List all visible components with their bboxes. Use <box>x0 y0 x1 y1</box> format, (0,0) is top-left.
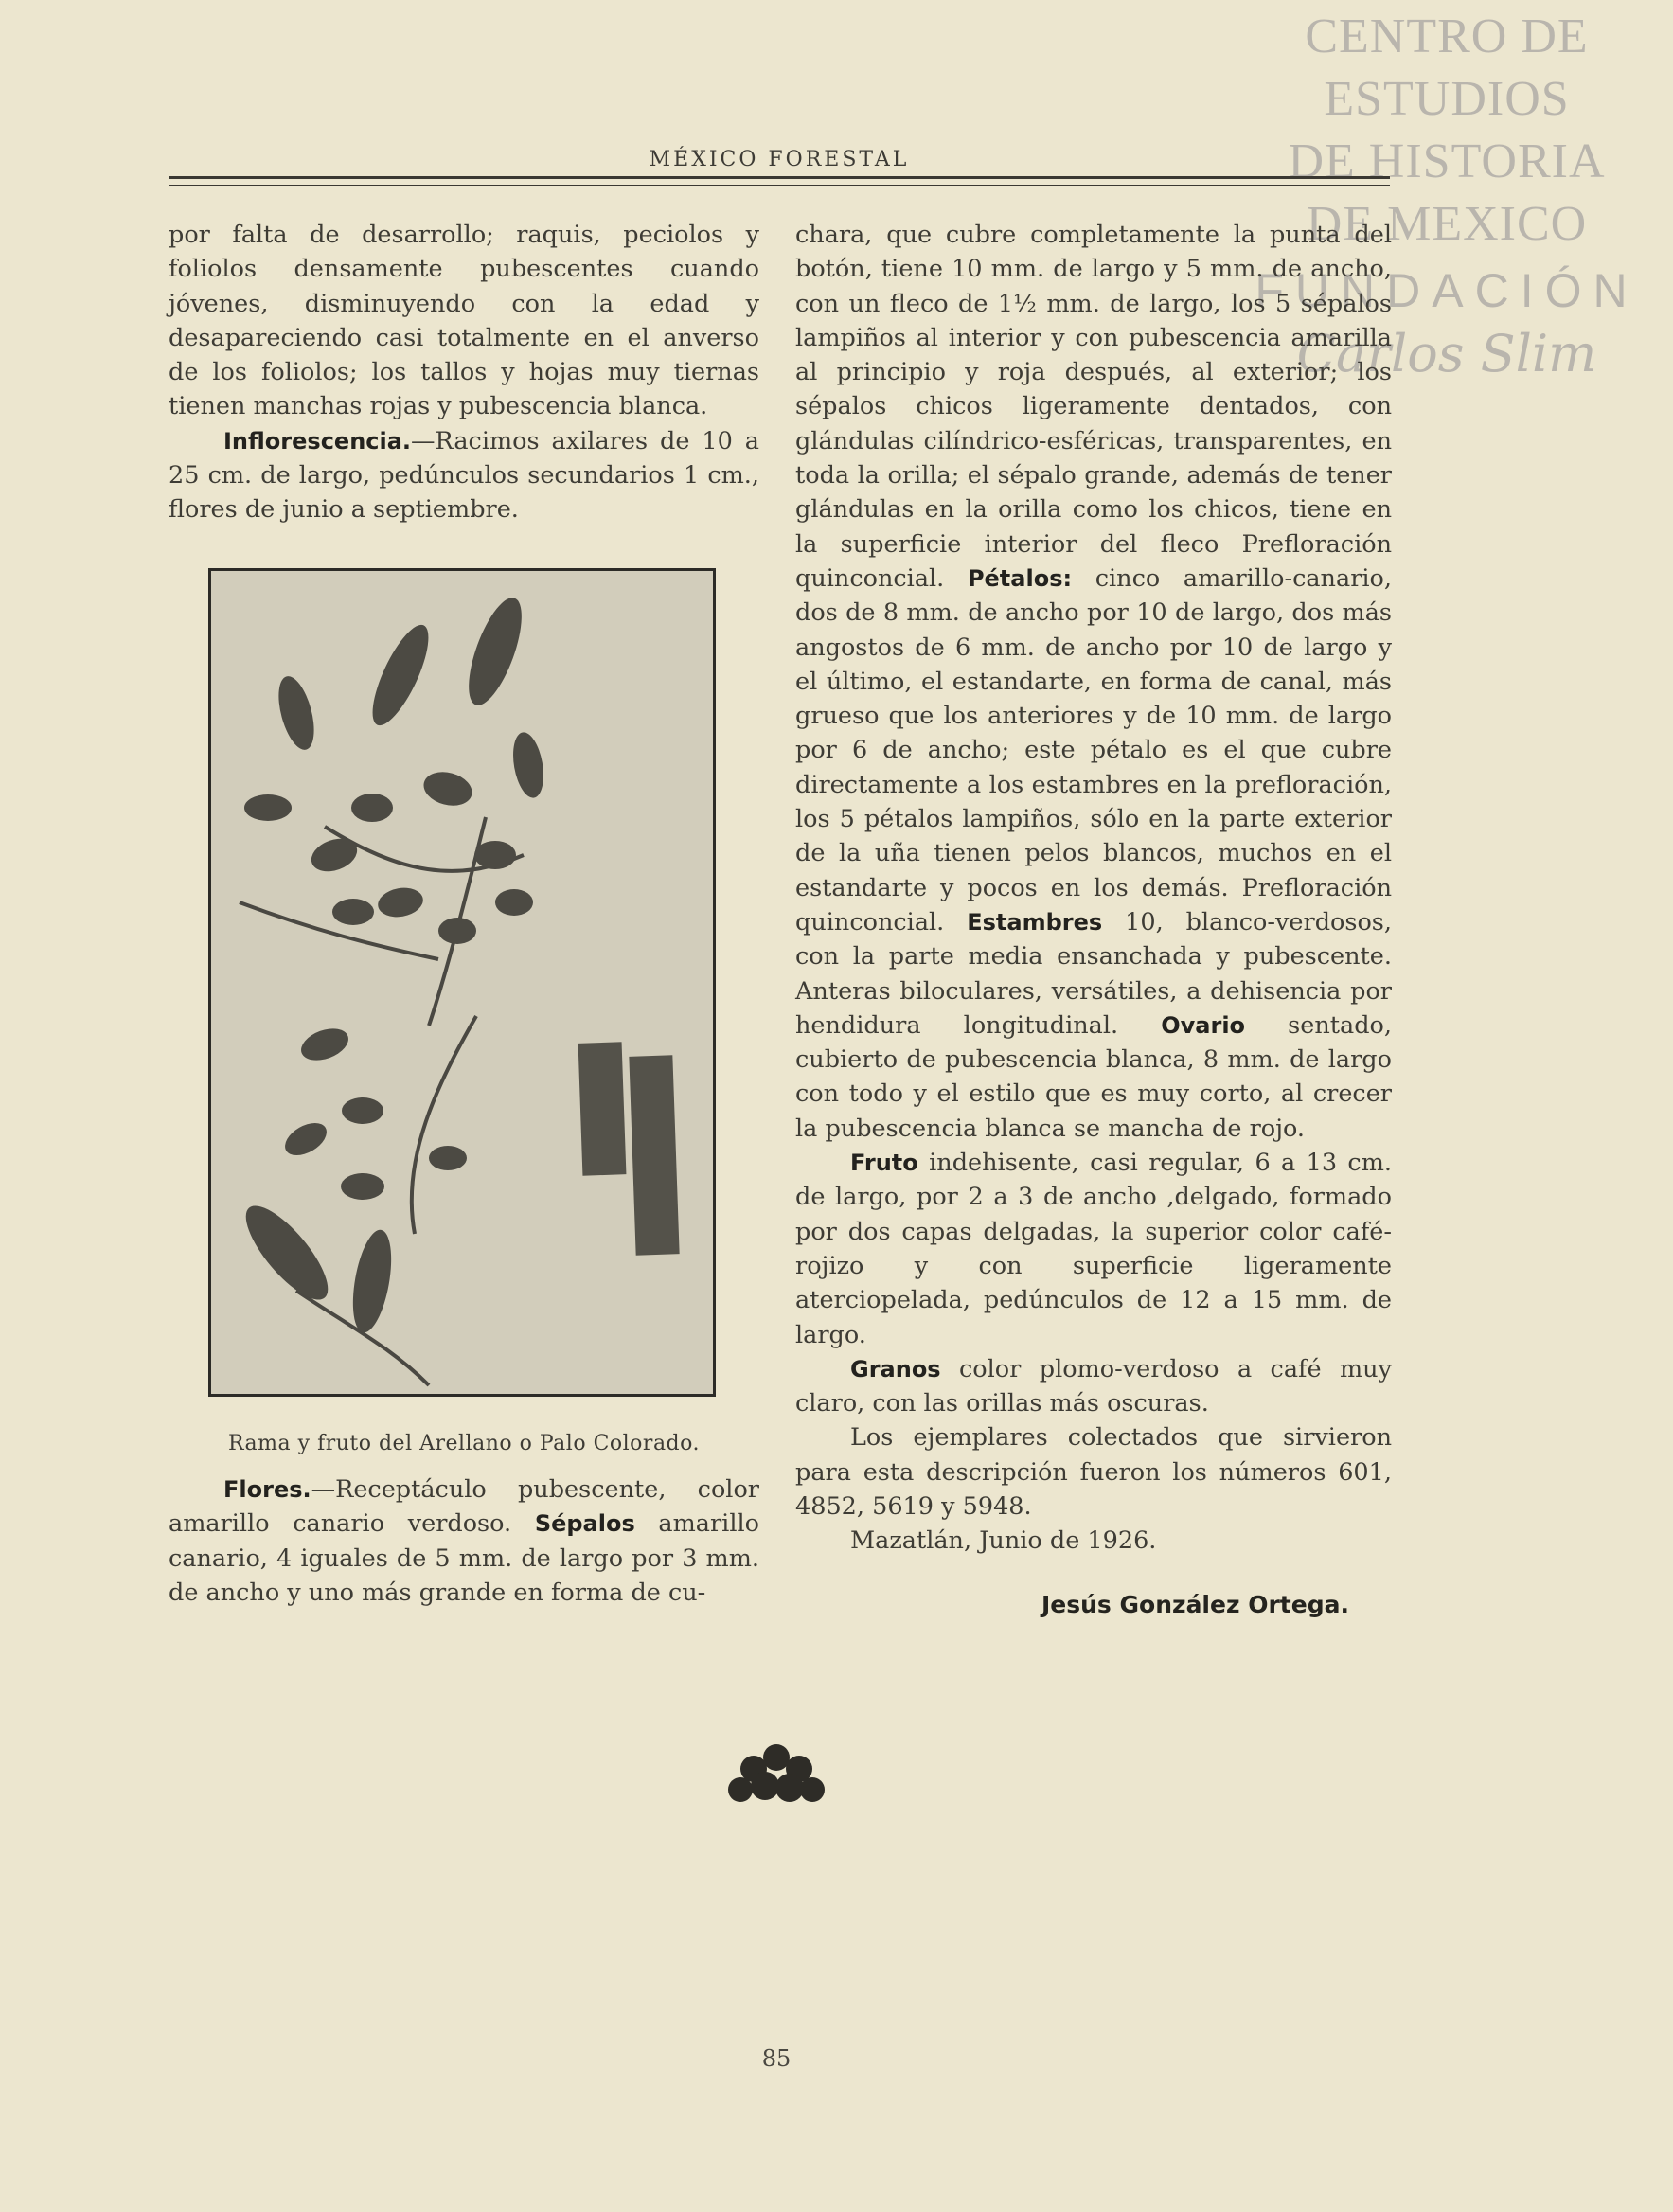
paragraph-inflorescencia <box>169 424 759 527</box>
section-term: Flores. <box>223 1476 311 1503</box>
paragraph: por falta de desarrollo; raquis, peciolos y foliolos densamente pubescentes cuando jóvenes, disminuyendo con la edad y desapareciendo casi totalmente en el anverso de los foliolos; los tallos y hojas muy tiernas tienen manchas rojas y pubescencia blanca. <box>169 221 759 421</box>
right-column <box>795 218 1392 1559</box>
flower-vase-ornament-icon <box>712 1731 841 1907</box>
running-head: MÉXICO FORESTAL <box>649 148 910 171</box>
paragraph-fruto <box>795 1146 1392 1352</box>
header-rule <box>169 176 1390 186</box>
section-text: —Receptáculo pubescente, color amarillo canario verdoso. <box>169 1475 759 1539</box>
branch-illustration <box>211 571 713 1394</box>
section-term: Pétalos: <box>967 564 1073 592</box>
page-number: 85 <box>761 2045 792 2072</box>
watermark-line: DE MEXICO <box>1306 197 1588 251</box>
section-text: —Racimos axilares de 10 a 25 cm. de largo, pedúnculos secundarios 1 cm., flores de junio a septiembre. <box>169 426 759 525</box>
place-date: Mazatlán, Junio de 1926. <box>850 1526 1157 1556</box>
paragraph-flores <box>169 1472 759 1610</box>
watermark-signature: Carlos Slim <box>1296 324 1597 384</box>
watermark-foundation: FUNDACIÓN <box>1255 264 1639 317</box>
section-text: cinco amarillo-canario, dos de 8 mm. de ancho por 10 de largo, dos más angostos de 6 mm. de ancho por 10 de largo y el último, el estandarte, en forma de canal, más grueso que los anteriores y de 10 mm. de largo por 6 de ancho; este pétalo es el que cubre directamente a los estambres en la prefloración, los 5 pétalos lampiños, sólo en la parte exterior de la uña tienen pelos blancos, muchos en el estandarte y pocos en los demás. Prefloración quinconcial. <box>795 563 1392 937</box>
section-text: amarillo canario, 4 iguales de 5 mm. de largo por 3 mm. de ancho y uno más grande en forma de cu- <box>169 1509 759 1607</box>
section-term: Sépalos <box>534 1510 635 1538</box>
author-signature: Jesús González Ortega. <box>1041 1591 1349 1618</box>
watermark-line: DE HISTORIA <box>1288 134 1606 188</box>
paragraph-sepalos-cont <box>795 218 1392 1146</box>
section-text: color plomo-verdoso a café muy claro, con las orillas más oscuras. <box>795 1354 1392 1418</box>
paragraph-ejemplares: Los ejemplares colectados que sirvieron para esta descripción fueron los números 601, 4852, 5619 y 5948. <box>795 1423 1392 1521</box>
section-term: Inflorescencia. <box>223 427 412 455</box>
section-text: 10, blanco-verdosos, con la parte media ensanchada y pubescente. Anteras biloculares, versátiles, a dehisencia por hendidura longitudinal. <box>795 907 1392 1040</box>
left-column <box>169 218 759 527</box>
section-term: Granos <box>850 1355 941 1382</box>
section-text: chara, que cubre completamente la punta del botón, tiene 10 mm. de largo y 5 mm. de ancho, con un fleco de 1½ mm. de largo, los 5 sépalos lampiños al interior y con pubescencia amarilla al principio y roja después, al exterior; los sépalos chicos ligeramente dentados, con glándulas cilíndrico-esféricas, transparentes, en toda la orilla; el sépalo grande, además de tener glándulas en la orilla como los chicos, tiene en la superficie interior del fleco Prefloración quinconcial. <box>795 221 1392 593</box>
left-column-lower <box>169 1472 759 1610</box>
watermark-line: ESTUDIOS <box>1324 72 1570 126</box>
section-term: Ovario <box>1161 1011 1246 1039</box>
figure-photo <box>208 568 716 1397</box>
section-text: indehisente, casi regular, 6 a 13 cm. de largo, por 2 a 3 de ancho ,delgado, formado por dos capas delgadas, la superior color café-rojizo y con superficie ligeramente aterciopelada, pedúnculos de 12 a 15 mm. de largo. <box>795 1149 1392 1349</box>
section-term: Estambres <box>967 908 1103 936</box>
paragraph-granos <box>795 1352 1392 1421</box>
section-term: Fruto <box>850 1150 918 1177</box>
section-text: sentado, cubierto de pubescencia blanca, 8 mm. de largo con todo y el estilo que es muy corto, al crecer la pubescencia blanca se mancha de rojo. <box>795 1010 1392 1143</box>
figure-caption: Rama y fruto del Arellano o Palo Colorado. <box>227 1432 700 1455</box>
watermark-line: CENTRO DE <box>1305 9 1589 63</box>
